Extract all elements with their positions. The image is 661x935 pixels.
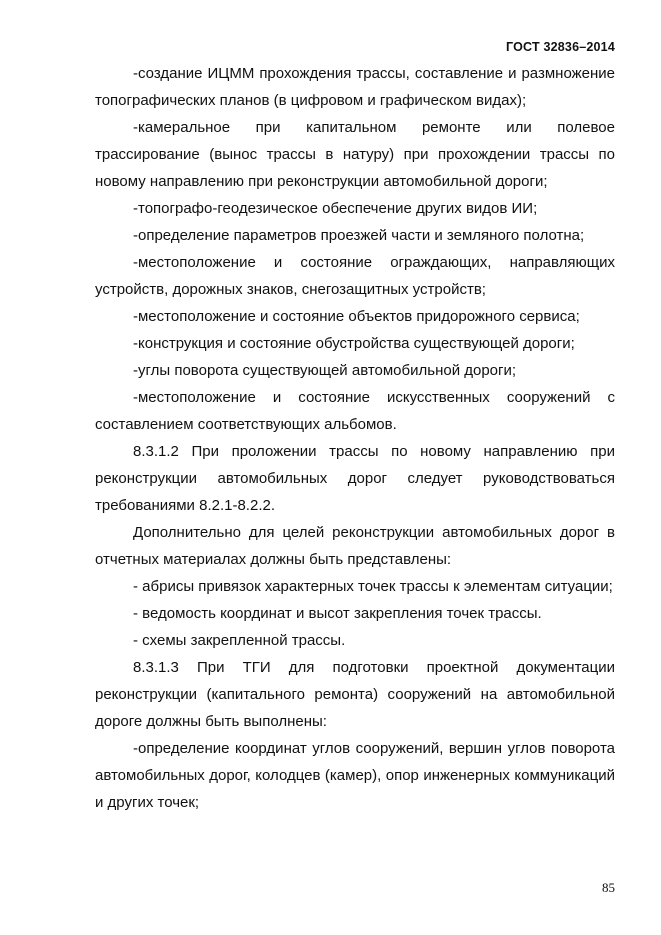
section-paragraph: 8.3.1.2 При проложении трассы по новому направлению при реконструкции автомобильных дорог следует руководствоваться требованиями 8.2.1-8.2.2. <box>95 443 615 514</box>
paragraph: -создание ИЦММ прохождения трассы, составление и размножение топографических планов (в цифровом и графическом видах); <box>95 65 615 109</box>
standard-header: ГОСТ 32836–2014 <box>506 40 615 54</box>
paragraph: -местоположение и состояние ограждающих, направляющих устройств, дорожных знаков, снегозащитных устройств; <box>95 254 615 298</box>
paragraph: - схемы закрепленной трассы. <box>133 632 346 649</box>
paragraph: - ведомость координат и высот закрепления точек трассы. <box>133 605 542 622</box>
paragraph: -камеральное при капитальном ремонте или полевое трассирование (вынос трассы в натуру) при прохождении трассы по новому направлению при реконструкции автомобильной дороги; <box>95 119 615 190</box>
paragraph: Дополнительно для целей реконструкции автомобильных дорог в отчетных материалах должны быть представлены: <box>95 524 615 568</box>
paragraph: - абрисы привязок характерных точек трассы к элементам ситуации; <box>133 578 613 595</box>
paragraph: -определение координат углов сооружений, вершин углов поворота автомобильных дорог, колодцев (камер), опор инженерных коммуникаций и других точек; <box>95 740 615 811</box>
paragraph: -конструкция и состояние обустройства существующей дороги; <box>133 335 575 352</box>
paragraph: -топографо-геодезическое обеспечение других видов ИИ; <box>133 200 538 217</box>
paragraph: -углы поворота существующей автомобильной дороги; <box>133 362 517 379</box>
page-number: 85 <box>602 880 615 895</box>
section-paragraph: 8.3.1.3 При ТГИ для подготовки проектной документации реконструкции (капитального ремонта) сооружений на автомобильной дороге должны быть выполнены: <box>95 659 615 730</box>
paragraph: -местоположение и состояние объектов придорожного сервиса; <box>133 308 580 325</box>
body-text <box>95 60 615 816</box>
paragraph: -определение параметров проезжей части и земляного полотна; <box>133 227 585 244</box>
paragraph: -местоположение и состояние искусственных сооружений с составлением соответствующих альбомов. <box>95 389 615 433</box>
